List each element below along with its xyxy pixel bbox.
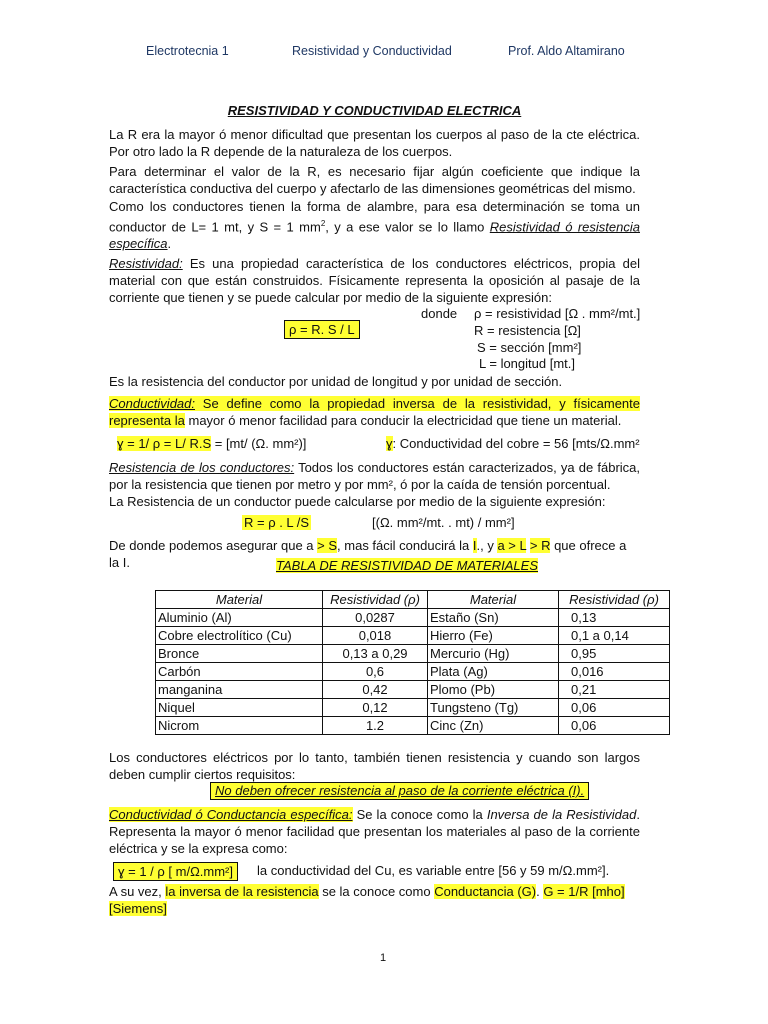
table-cell: Bronce xyxy=(156,645,323,663)
table-cell: Estaño (Sn) xyxy=(428,609,559,627)
table-header-row xyxy=(156,591,670,609)
requirement-box: No deben ofrecer resistencia al paso de la corriente eléctrica (I). xyxy=(210,782,589,800)
table-cell: Mercurio (Hg) xyxy=(428,645,559,663)
table-cell: 0,06 xyxy=(559,717,670,735)
table-cell: 0,21 xyxy=(559,681,670,699)
paragraph-requirements: Los conductores eléctricos por lo tanto, también tienen resistencia y cuando son largos deben cumplir ciertos requisitos: xyxy=(109,750,640,782)
table-header: Resistividad (ρ) xyxy=(559,591,670,609)
table-cell: Plomo (Pb) xyxy=(428,681,559,699)
table-cell: Nicrom xyxy=(156,717,323,735)
term-resistividad: Resistividad ó resistencia específica xyxy=(109,219,640,252)
table-cell: 0,06 xyxy=(559,699,670,717)
table-cell: 1.2 xyxy=(323,717,428,735)
paragraph-coefficient: Para determinar el valor de la R, es necesario fijar algún coeficiente que indique la característica conductiva del cuerpo y afectarlo de las dimensiones geométricas del mismo. xyxy=(109,164,640,196)
table-row xyxy=(156,609,670,627)
table-cell: 0,13 a 0,29 xyxy=(323,645,428,663)
paragraph-conductividad: Conductividad: Se define como la propiedad inversa de la resistividad, y físicamente representa la mayor ó menor facilidad para conducir la electricidad que tiene un material. xyxy=(109,396,640,428)
table-row xyxy=(156,645,670,663)
table-row xyxy=(156,681,670,699)
paragraph-definition: Como los conductores tienen la forma de alambre, para esa determinación se toma un conductor de L= 1 mt, y S = 1 $mm^2$, y a ese valor se lo llamo Resistividad ó resistencia específica. xyxy=(109,199,640,252)
label-conductividad: Conductividad: xyxy=(109,396,195,411)
paragraph-inverse: A su vez, la inversa de la resistencia se la conoce como Conductancia (G). G = 1/R [mho] [Siemens] xyxy=(109,884,625,916)
formula-resistividad-box: ρ = R. S / L xyxy=(284,320,360,339)
table-cell: 0,12 xyxy=(323,699,428,717)
formula-donde: donde xyxy=(421,306,458,321)
paragraph-expression: La Resistencia de un conductor puede calcularse por medio de la siguiente expresión: xyxy=(109,494,606,509)
table-cell: Carbón xyxy=(156,663,323,681)
def-resistencia: R = resistencia [Ω] xyxy=(474,323,581,338)
def-seccion: S = sección [mm²] xyxy=(477,340,582,355)
table-header: Material xyxy=(428,591,559,609)
paragraph-conclusion: De donde podemos asegurar que a > S, mas fácil conducirá la I., y a > L > R que ofrece a la I. xyxy=(109,538,627,570)
copper-conductivity: ɣ: Conductividad del cobre = 56 [mts/Ω.mm² xyxy=(386,436,640,451)
label-conductancia: Conductividad ó Conductancia específica: xyxy=(109,807,353,822)
table-header: Resistividad (ρ) xyxy=(323,591,428,609)
label-resistividad: Resistividad: xyxy=(109,256,183,271)
table-title: TABLA DE RESISTIVIDAD DE MATERIALES xyxy=(276,558,538,573)
paragraph-resistividad: Resistividad: Es una propiedad característica de los conductores eléctricos, propia del material con que están construidos. Físicamente representa la oposición al pasaje de la corriente que tienen y se puede calcular por medio de la siguiente expresión: xyxy=(109,256,640,305)
table-row xyxy=(156,699,670,717)
table-row xyxy=(156,717,670,735)
paragraph-intro: La R era la mayor ó menor dificultad que presentan los cuerpos al paso de la cte eléctrica. Por otro lado la R depende de la naturaleza de los cuerpos. xyxy=(109,127,640,159)
table-cell: 0,13 xyxy=(559,609,670,627)
table-cell: Hierro (Fe) xyxy=(428,627,559,645)
table-header: Material xyxy=(156,591,323,609)
copper-range: la conductividad del Cu, es variable entre [56 y 59 m/Ω.mm²]. xyxy=(257,863,610,878)
table-cell: 0,95 xyxy=(559,645,670,663)
table-cell: Cobre electrolítico (Cu) xyxy=(156,627,323,645)
formula-conductancia-box: ɣ = 1 / ρ [ m/Ω.mm²] xyxy=(113,862,238,881)
table-cell: 0,018 xyxy=(323,627,428,645)
def-resistividad: ρ = resistividad [Ω . mm²/mt.] xyxy=(474,306,641,321)
header-topic: Resistividad y Conductividad xyxy=(292,44,452,58)
table-cell: manganina xyxy=(156,681,323,699)
table-cell: 0,016 xyxy=(559,663,670,681)
table-cell: 0,42 xyxy=(323,681,428,699)
paragraph-resistencia-conductores: Resistencia de los conductores: Todos los conductores están caracterizados, ya de fábrica, por la resistencia que tienen por metro y por mm², ó por la caída de tensión porcentual. xyxy=(109,460,641,492)
page-title: RESISTIVIDAD Y CONDUCTIVIDAD ELECTRICA xyxy=(227,103,522,118)
formula-conductividad: ɣ = 1/ ρ = L/ R.S = [mt/ (Ω. mm²)] xyxy=(117,436,307,451)
table-row xyxy=(156,663,670,681)
formula-resistencia-units: [(Ω. mm²/mt. . mt) / mm²] xyxy=(372,515,515,530)
def-longitud: L = longitud [mt.] xyxy=(479,356,575,371)
table-cell: Tungsteno (Tg) xyxy=(428,699,559,717)
formula-resistencia: R = ρ . L /S xyxy=(244,515,310,530)
table-cell: Cinc (Zn) xyxy=(428,717,559,735)
label-resistencia-conductores: Resistencia de los conductores: xyxy=(109,460,295,475)
table-cell: 0,1 a 0,14 xyxy=(559,627,670,645)
paragraph-unit-resistance: Es la resistencia del conductor por unidad de longitud y por unidad de sección. xyxy=(109,374,563,389)
table-cell: Niquel xyxy=(156,699,323,717)
table-cell: 0,0287 xyxy=(323,609,428,627)
table-cell: 0,6 xyxy=(323,663,428,681)
paragraph-conductancia: Conductividad ó Conductancia específica: Se la conoce como la Inversa de la Resistividad. Representa la mayor ó menor facilidad que presentan los materiales al paso de la corriente eléctrica y se la expresa como: xyxy=(109,807,640,856)
resistivity-table xyxy=(155,590,670,735)
header-course: Electrotecnia 1 xyxy=(146,44,229,58)
table-cell: Aluminio (Al) xyxy=(156,609,323,627)
table-cell: Plata (Ag) xyxy=(428,663,559,681)
table-row xyxy=(156,627,670,645)
header-author: Prof. Aldo Altamirano xyxy=(508,44,625,58)
page-number: 1 xyxy=(380,952,387,964)
